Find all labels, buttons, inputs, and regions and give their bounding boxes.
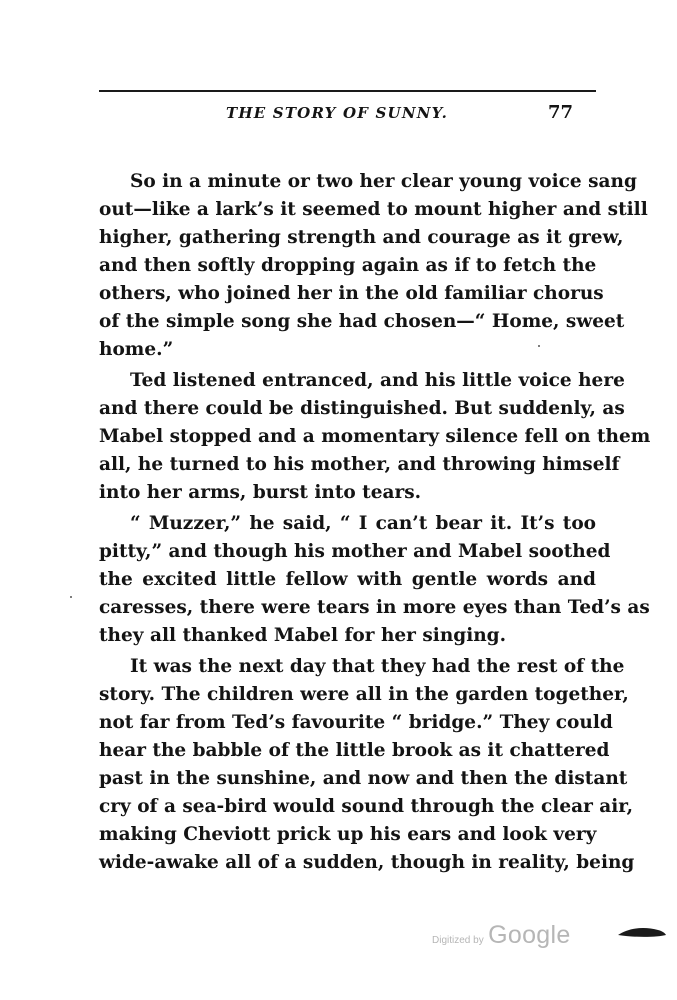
google-logo: Google [488, 921, 571, 949]
running-title: THE STORY OF SUNNY. [226, 104, 449, 122]
text-line: and then softly dropping again as if to fetch the [99, 255, 597, 276]
text-line: cry of a sea-bird would sound through the clear air, [99, 796, 634, 817]
text-line: past in the sunshine, and now and then the distant [99, 768, 628, 789]
text-line: making Cheviott prick up his ears and look very [99, 824, 597, 845]
text-line: It was the next day that they had the rest of the [130, 656, 625, 677]
text-line: and there could be distinguished. But suddenly, as [99, 398, 625, 419]
scan-speck [538, 345, 540, 347]
text-line: “ Muzzer,” he said, “ I can’t bear it. It’s too [130, 513, 596, 534]
text-line: the excited little fellow with gentle words and [99, 569, 596, 590]
text-line: they all thanked Mabel for her singing. [99, 625, 507, 646]
text-line: out—like a lark’s it seemed to mount higher and still [99, 199, 648, 220]
text-line: story. The children were all in the garden together, [99, 684, 629, 705]
text-line: So in a minute or two her clear young voice sang [130, 171, 637, 192]
text-line: pitty,” and though his mother and Mabel soothed [99, 541, 611, 562]
page-turn-mark-icon [618, 926, 666, 940]
scan-speck [70, 596, 72, 598]
text-line: higher, gathering strength and courage as it grew, [99, 227, 624, 248]
text-line: hear the babble of the little brook as it chattered [99, 740, 610, 761]
text-line: Mabel stopped and a momentary silence fell on them [99, 426, 651, 447]
text-line: Ted listened entranced, and his little voice here [130, 370, 625, 391]
page-number: 77 [548, 102, 574, 123]
text-line: wide-awake all of a sudden, though in reality, being [99, 852, 635, 873]
text-line: not far from Ted’s favourite “ bridge.” They could [99, 712, 613, 733]
text-line: caresses, there were tears in more eyes than Ted’s as [99, 597, 650, 618]
digitized-watermark [432, 921, 571, 950]
digitized-label: Digitized by [432, 935, 484, 946]
text-line: home.” [99, 339, 174, 360]
text-line: of the simple song she had chosen—“ Home, sweet [99, 311, 625, 332]
header-rule [99, 90, 596, 92]
text-line: others, who joined her in the old familiar chorus [99, 283, 604, 304]
text-line: into her arms, burst into tears. [99, 482, 422, 503]
text-line: all, he turned to his mother, and throwing himself [99, 454, 620, 475]
